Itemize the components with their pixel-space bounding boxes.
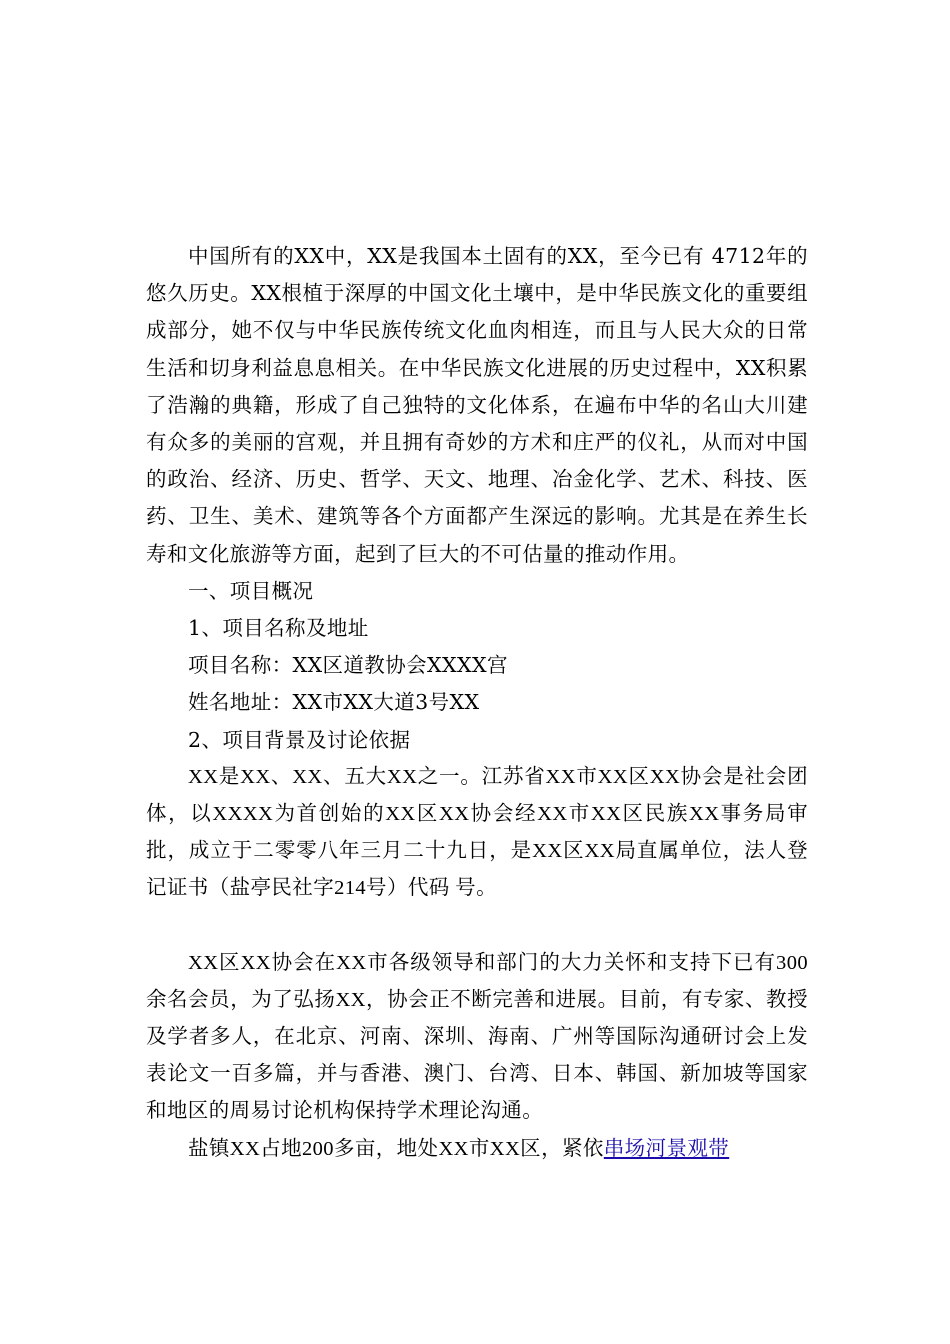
subsection-heading-background: 2、项目背景及讨论依据 [188,727,411,752]
paragraph-spacer [146,908,808,945]
scenic-belt-link[interactable]: 串场河景观带 [603,1137,730,1160]
location-paragraph [146,1131,808,1168]
document-page [146,238,808,1168]
project-name-line: 项目名称：XX区道教协会XXXX宫 [188,653,508,678]
subsection-heading-name-address: 1、项目名称及地址 [188,616,369,641]
background-paragraph: XX是XX、XX、五大XX之一。江苏省XX市XX区XX协会是社会团体，以XXXX为首创始的XX区XX协会经XX市XX区民族XX事务局审批，成立于二零零八年三月二十九日，是XX区XX局直属单位，法人登记证书（盐亭民社字214号）代码 号。 [146,765,808,900]
project-address-line: 姓名地址：XX市XX大道3号XX [188,690,480,715]
intro-paragraph: 中国所有的XX中，XX是我国本土固有的XX，至今已有 4712年的悠久历史。XX根植于深厚的中国文化土壤中，是中华民族文化的重要组成部分，她不仅与中华民族传统文化血肉相连，而且与人民大众的日常生活和切身利益息息相关。在中华民族文化进展的历史过程中，XX积累了浩瀚的典籍，形成了自己独特的文化体系，在遍布中华的名山大川建有众多的美丽的宫观，并且拥有奇妙的方术和庄严的仪礼，从而对中国的政治、经济、历史、哲学、天文、地理、冶金化学、艺术、科技、医药、卫生、美术、建筑等各个方面都产生深远的影响。尤其是在养生长寿和文化旅游等方面，起到了巨大的不可估量的推动作用。 [146,244,808,566]
location-text: 盐镇XX占地200多亩，地处XX市XX区，紧依 [188,1137,604,1160]
association-paragraph: XX区XX协会在XX市各级领导和部门的大力关怀和支持下已有300余名会员，为了弘扬XX，协会正不断完善和进展。目前，有专家、教授及学者多人，在北京、河南、深圳、海南、广州等国际沟通研讨会上发表论文一百多篇，并与香港、澳门、台湾、日本、韩国、新加坡等国家和地区的周易讨论机构保持学术理论沟通。 [146,951,808,1123]
section-heading-overview: 一、项目概况 [188,578,314,603]
